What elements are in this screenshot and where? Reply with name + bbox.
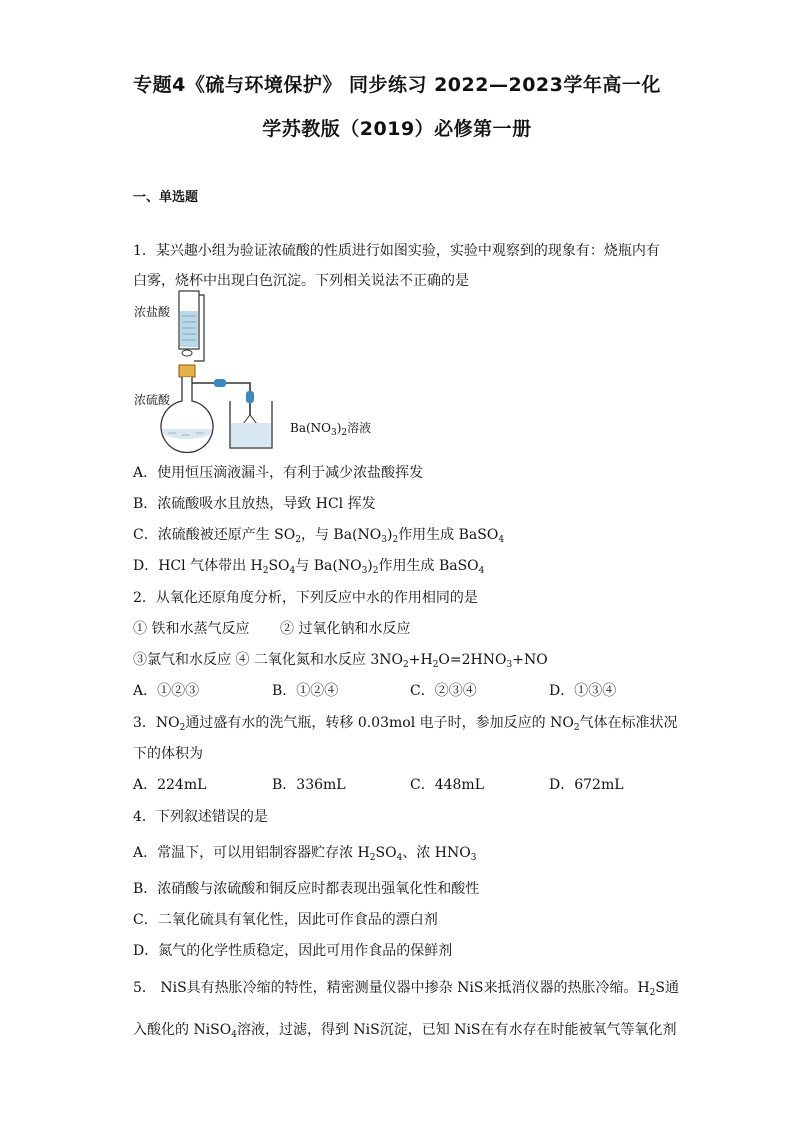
q2-option-a: A．①②③ bbox=[133, 683, 200, 699]
tube-connector-1 bbox=[214, 379, 226, 387]
page-title-line-1: 专题4《硫与环境保护》 同步练习 2022—2023学年高一化 bbox=[133, 74, 661, 96]
q5-line-2: 入酸化的 NiSO$_4$溶液，过滤，得到 NiS沉淀，已知 NiS在有水存在时能被氧气等氧化剂 bbox=[133, 1022, 677, 1040]
q4-option-d: D．氮气的化学性质稳定，因此可用作食品的保鲜剂 bbox=[133, 943, 453, 959]
q3-option-b: B．336mL bbox=[272, 777, 346, 793]
q1-apparatus-figure bbox=[132, 283, 372, 453]
q1-option-d: D．HCl 气体带出 $H_2SO_4$与 $Ba(NO_3)_2$作用生成 BaSO$_4$ bbox=[133, 558, 485, 576]
q2-option-c: C．②③④ bbox=[410, 683, 477, 699]
section-heading: 一、单选题 bbox=[133, 190, 199, 205]
stopcock bbox=[182, 350, 192, 356]
q3-option-d: D．672mL bbox=[549, 777, 624, 793]
q1-option-a: A．使用恒压滴液漏斗，有利于减少浓盐酸挥发 bbox=[133, 465, 424, 481]
q3-option-c: C．448mL bbox=[410, 777, 485, 793]
page-title-line-2: 学苏教版（2019）必修第一册 bbox=[262, 118, 532, 140]
q4-option-c: C．二氧化硫具有氧化性，因此可作食品的漂白剂 bbox=[133, 912, 438, 928]
round-flask bbox=[161, 377, 213, 453]
funnel-liquid bbox=[180, 311, 198, 347]
tube-connector-2 bbox=[246, 391, 254, 403]
label-ba-nitrate-solution: $Ba(NO_3)_2$溶液 bbox=[290, 421, 372, 438]
q1-option-c: C．浓硫酸被还原产生 $SO_2$，与 $Ba(NO_3)_2$作用生成 BaSO$_4$ bbox=[133, 527, 505, 545]
q1-stem-line-1: 1．某兴趣小组为验证浓硫酸的性质进行如图实验，实验中观察到的现象有：烧瓶内有 bbox=[133, 243, 660, 259]
q3-stem-line-2: 下的体积为 bbox=[133, 746, 203, 762]
q3-stem-line-1: 3．$NO_2$通过盛有水的洗气瓶，转移 0.03mol 电子时，参加反应的 $NO_2$气体在标准状况 bbox=[133, 715, 678, 733]
q4-option-b: B．浓硝酸与浓硫酸和铜反应时都表现出强氧化性和酸性 bbox=[133, 881, 480, 897]
rubber-stopper bbox=[179, 365, 195, 377]
q1-option-b: B．浓硫酸吸水且放热，导致 HCl 挥发 bbox=[133, 496, 376, 512]
q2-stem: 2．从氧化还原角度分析，下列反应中水的作用相同的是 bbox=[133, 590, 478, 606]
q4-option-a: A．常温下，可以用铝制容器贮存浓 $H_2SO_4$、浓 $HNO_3$ bbox=[133, 845, 477, 863]
q1-stem-line-2: 白雾，烧杯中出现白色沉淀。下列相关说法不正确的是 bbox=[133, 273, 469, 289]
q2-option-b: B．①②④ bbox=[272, 683, 339, 699]
q2-item-2: ② 过氧化钠和水反应 bbox=[280, 621, 411, 637]
beaker-liquid bbox=[231, 423, 271, 447]
q2-items-3-4: ③氯气和水反应 ④ 二氧化氮和水反应 $3NO_2+H_2O=2HNO_3+NO$ bbox=[133, 652, 548, 670]
q4-stem: 4．下列叙述错误的是 bbox=[133, 809, 268, 825]
label-conc-h2so4: 浓硫酸 bbox=[134, 393, 171, 407]
q2-option-d: D．①③④ bbox=[549, 683, 617, 699]
q5-line-1: 5． NiS具有热胀冷缩的特性，精密测量仪器中掺杂 NiS来抵消仪器的热胀冷缩。$H_2S$通 bbox=[133, 980, 679, 998]
q3-option-a: A．224mL bbox=[133, 777, 207, 793]
label-conc-hcl: 浓盐酸 bbox=[134, 305, 171, 319]
q2-item-1: ① 铁和水蒸气反应 bbox=[133, 621, 250, 637]
